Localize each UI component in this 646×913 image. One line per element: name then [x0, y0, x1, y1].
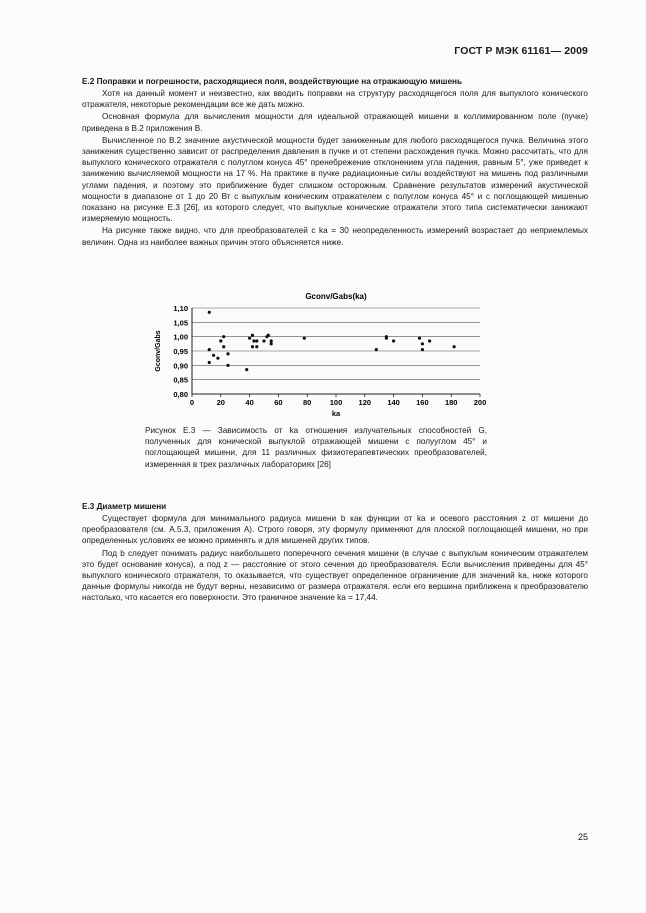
y-tick-label: 0,85	[173, 375, 188, 385]
y-tick-label: 0,95	[173, 347, 188, 356]
x-axis-label: ka	[331, 409, 341, 418]
x-tick-label: 100	[329, 398, 343, 407]
x-tick-label: 20	[216, 398, 225, 407]
data-point	[418, 337, 421, 340]
section-e3	[82, 502, 588, 604]
data-point	[385, 335, 388, 338]
x-tick-label: 140	[387, 398, 400, 407]
page-number: 25	[577, 832, 588, 842]
data-point	[222, 335, 225, 338]
data-point	[226, 352, 229, 355]
data-point	[421, 342, 424, 345]
y-tick-label: 0,80	[173, 390, 188, 399]
data-point	[252, 339, 255, 342]
y-tick-label: 0,90	[173, 361, 188, 371]
section-e2-title: Е.2 Поправки и погрешности, расходящиеся поля, воздействующие на отражающую мишень	[82, 77, 463, 86]
chart-title: Gconv/Gabs(ka)	[305, 292, 367, 301]
section-e3-title: Е.3 Диаметр мишени	[82, 502, 167, 511]
data-point	[208, 361, 211, 364]
data-point	[452, 345, 455, 348]
paragraph: Основная формула для вычисления мощности для идеальной отражающей мишени в коллимированном поле (пучке) приведена в В.2 приложения В.	[82, 112, 588, 133]
x-tick-label: 80	[303, 398, 312, 407]
data-point	[251, 334, 254, 337]
data-point	[226, 364, 229, 367]
data-point	[216, 357, 219, 360]
scatter-chart	[140, 290, 500, 420]
data-point	[270, 342, 273, 345]
data-point	[428, 339, 431, 342]
paragraph: На рисунке также видно, что для преобразователей с ka = 30 неопределенность измерений возрастает до неприемлемых величин. Одна из наиболее важных причин этого объясняется ниже.	[82, 226, 588, 247]
y-tick-label: 1,00	[173, 332, 188, 342]
y-tick-label: 1,10	[173, 304, 188, 313]
data-point	[219, 339, 222, 342]
x-tick-label: 40	[245, 398, 254, 407]
y-tick-label: 1,05	[173, 318, 188, 328]
paragraph: Вычисленное по В.2 значение акустической мощности будет заниженным для любого расходящегося пучка. Величина этого занижения существенно зависит от распределения давления в пучке и от степени расхождения пучка. Можно рассчитать, что для выпуклого конического отражателя с полуглом конуса 45° пренебрежение отклонением угла падения, равным 5°, уже приведет к занижению вычисляемой мощности на 17 %. На практике в пучке радиационные силы воздействуют на мишень под различными углами падения, и поэтому это приближение будет слишком осторожным. Сравнение результатов измерений акустической мощности в диапазоне от 1 до 20 Вт с выпуклым коническим отражателем с полуглом конуса 45° и с поглощающей мишенью показано на рисунке Е.3 [26], из которого следует, что выпуклые конические отражатели этого типа систематически занижают измеряемую мощность.	[82, 135, 588, 224]
data-point	[255, 339, 258, 342]
data-point	[245, 368, 248, 371]
x-tick-label: 60	[274, 398, 283, 407]
data-point	[222, 345, 225, 348]
data-point	[208, 348, 211, 351]
data-point	[262, 339, 265, 342]
data-point	[421, 348, 424, 351]
section-e2	[82, 77, 588, 248]
x-tick-label: 120	[358, 398, 372, 407]
x-tick-label: 0	[189, 398, 195, 407]
data-point	[212, 354, 215, 357]
data-point	[303, 337, 306, 340]
document-standard-header: ГОСТ Р МЭК 61161— 2009	[454, 45, 588, 57]
data-point	[248, 337, 251, 340]
x-tick-label: 180	[444, 398, 458, 407]
figure-caption: Рисунок Е.3 — Зависимость от ka отношения излучательных способностей G, полученных для конической выпуклой отражающей мишени с полууглом 45° и поглощающей мишени, для 11 различных физиотерапевтических преобразователей, измеренная в трех различных лабораториях [26]	[145, 426, 487, 469]
paragraph: Существует формула для минимального радиуса мишени b как функции от ka и осевого расстояния z от мишени до преобразователя (см. А.5.3, приложения А). Строго говоря, эту формулу применяют для плоской поглощающей мишени, но при определенных условиях ее можно применять и для мишеней других типов.	[82, 514, 588, 546]
data-point	[208, 311, 211, 314]
data-point	[251, 345, 254, 348]
data-point	[392, 339, 395, 342]
data-point	[270, 339, 273, 342]
paragraph: Хотя на данный момент и неизвестно, как вводить поправки на структуру расходящегося поля для выпуклого конического отражателя, некоторые рекомендации все же дать можно.	[82, 89, 588, 110]
paragraph: Под b следует понимать радиус наибольшего поперечного сечения мишени (в случае с выпуклым коническим отражателем это будет основание конуса), а под z — расстояние от этого сечения до преобразователя. Если вычисления приведены для 45° выпуклого конического отражателя, то оказывается, что существует определенное ограничение для значений ka, ниже которого данные формулы никогда не будут верны, независимо от размера отражателя. если его вершина приближена к преобразователю настолько, что касается его поверхности. Это граничное значение ka = 17,44.	[82, 548, 588, 603]
x-tick-label: 200	[473, 398, 487, 407]
data-point	[255, 345, 258, 348]
figure-e3-chart	[140, 290, 500, 425]
x-tick-label: 160	[416, 398, 429, 407]
y-axis-label: Gconv/Gabs	[155, 330, 162, 372]
data-point	[375, 348, 378, 351]
data-point	[267, 334, 270, 337]
